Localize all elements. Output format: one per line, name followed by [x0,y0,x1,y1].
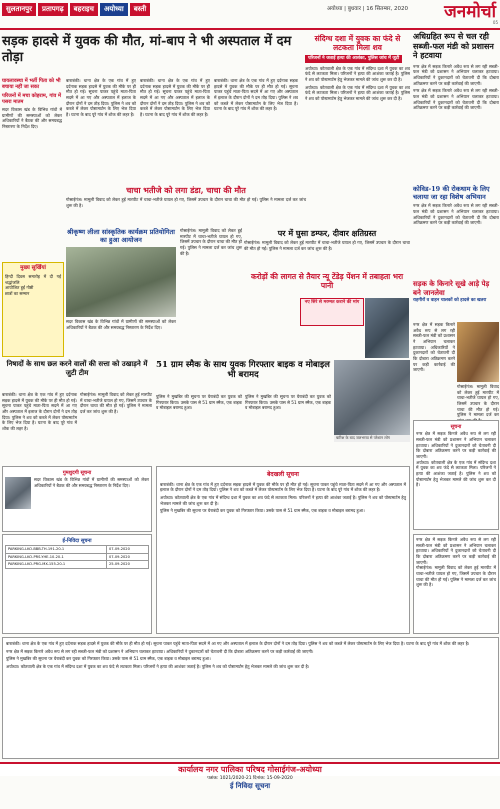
eviction-notice-title: बेदखली सूचना [267,471,299,478]
covid-body: नगर क्षेत्र में सड़क किनारे अवैध रूप से लग रही सब्जी-फल मंडी को प्रशासन ने अभियान चलाकर हटवाया। अधिकारियों ने दुकानदारों को चेतावनी दी कि दोबारा अतिक्रमण करने पर कड़ी कार्रवाई की जाएगी। [413,203,499,226]
dumper-headline: पर में घुसा डम्फर, दीवार क्षतिग्रस्त [277,228,377,238]
footer-title: कार्यालय नगर पालिका परिषद गोसाईगंज-अयोध्या [0,764,500,776]
right-notice-body: नगर क्षेत्र में सड़क किनारे अवैध रूप से लग रही सब्जी-फल मंडी को प्रशासन ने अभियान चलाकर हटवाया। अधिकारियों ने दुकानदारों को चेतावनी दी कि दोबारा अतिक्रमण करने पर कड़ी कार्रवाई की जाएगी। [416,431,496,459]
e-tender-title: ई-निविदा सूचना [62,538,92,544]
right-bottom-notice [413,534,499,634]
tab-pratapgarh[interactable]: प्रतापगढ़ [38,3,68,16]
lost-notice-body: सदर विकास खंड के विभिन्न गांवों में ग्रामीणों की समस्याओं को लेकर अधिकारियों ने बैठक की और समयबद्ध निस्तारण के निर्देश दिए। [34,477,149,488]
table-cell: 07-09-2020 [106,553,148,560]
covid-headline: कोविड-19 की रोकथाम के लिए चलाया जा रहा विशेष अभियान [413,185,490,202]
tab-bahraich[interactable]: बहराइच [70,3,98,16]
yellow-item-1: हिन्दी दिवस समारोह में दी गई श्रद्धांजलि [5,273,61,285]
table-cell: PARKING-LKO-PRG-MX-155-20-1 [6,561,107,568]
right-top-story [413,32,499,182]
chacha-headline: चाचा भतीजे को लगा डंडा, चाचा की मौत [126,185,246,195]
waterlog-caption: बारिश के बाद जलभराव से परेशान लोग [334,435,410,442]
edition-date: अयोध्या | बुधवार | 16 सितम्बर, 2020 [326,6,408,12]
right-top-body-2: नगर क्षेत्र में सड़क किनारे अवैध रूप से लग रही सब्जी-फल मंडी को प्रशासन ने अभियान चलाकर हटवाया। अधिकारियों ने दुकानदारों को चेतावनी दी कि दोबारा अतिक्रमण करने पर कड़ी कार्रवाई की जाएगी। [413,88,499,111]
lead-subheads [2,78,62,168]
road-tree-body-1: नगर क्षेत्र में सड़क किनारे अवैध रूप से लग रही सब्जी-फल मंडी को प्रशासन ने अभियान चलाकर हटवाया। अधिकारियों ने दुकानदारों को चेतावनी दी कि दोबारा अतिक्रमण करने पर कड़ी कार्रवाई की जाएगी। [413,322,455,373]
section-tabs [2,3,150,16]
cultural-photo [66,247,176,317]
lead-body-col1: बाराबंकी। थाना क्षेत्र के एक गांव में हुए दर्दनाक सड़क हादसे में युवक की मौके पर ही मौत हो गई। सूचना पाकर पहुंचे माता-पिता सदमे में आ गए और अस्पताल में इलाज के दौरान दोनों ने दम तोड़ दिया। पुलिस ने शव को कब्जे में लेकर पोस्टमार्टम के लिए भेज दिया है। घटना के बाद पूरे गांव में शोक की लहर है। [66,78,136,118]
lost-person-photo [5,477,31,509]
smack-body-1: पुलिस ने मुखबिर की सूचना पर घेराबंदी कर युवक को गिरफ्तार किया। उसके पास से 51 ग्राम स्मैक, एक बाइक व मोबाइल बरामद हुआ। [156,394,242,411]
table-cell: PARKING-LKO-BBB-TH-191-20-1 [6,546,107,553]
classified-body-1: बाराबंकी। थाना क्षेत्र के एक गांव में हुए दर्दनाक सड़क हादसे में युवक की मौके पर ही मौत हो गई। सूचना पाकर पहुंचे माता-पिता सदमे में आ गए और अस्पताल में इलाज के दौरान दोनों ने दम तोड़ दिया। पुलिस ने शव को कब्जे में लेकर पोस्टमार्टम के लिए भेज दिया है। घटना के बाद पूरे गांव में शोक की लहर है। [6,641,470,646]
classified-body-2: नगर क्षेत्र में सड़क किनारे अवैध रूप से लग रही सब्जी-फल मंडी को प्रशासन ने अभियान चलाकर हटवाया। अधिकारियों ने दुकानदारों को चेतावनी दी कि दोबारा अतिक्रमण करने पर कड़ी कार्रवाई की जाएगी। [6,648,314,654]
nishad-story [2,360,152,390]
center-top-box: परिजनों ने जताई हत्या की आशंका, पुलिस जांच में जुटी [305,55,402,63]
center-top-story [305,34,410,184]
parking-table [5,545,149,568]
lost-notice [2,466,152,532]
tab-basti[interactable]: बस्ती [130,3,151,16]
lead-body-col3: बाराबंकी। थाना क्षेत्र के एक गांव में हुए दर्दनाक सड़क हादसे में युवक की मौके पर ही मौत हो गई। सूचना पाकर पहुंचे माता-पिता सदमे में आ गए और अस्पताल में इलाज के दौरान दोनों ने दम तोड़ दिया। पुलिस ने शव को कब्जे में लेकर पोस्टमार्टम के लिए भेज दिया है। घटना के बाद पूरे गांव में शोक की लहर है। [214,78,298,112]
crore-photo [365,298,409,358]
table-row [6,553,149,560]
center-top-body: अयोध्या। कोतवाली क्षेत्र के एक गांव में संदिग्ध दशा में युवक का शव फंदे से लटकता मिला। परिजनों ने हत्या की आशंका जताई है। पुलिस ने शव को पोस्टमार्टम हेतु भेजकर मामले की जांच शुरू कर दी है। [305,65,410,82]
tab-sultanpur[interactable]: सुलतानपुर [2,3,36,16]
left-brief-body: सदर विकास खंड के विभिन्न गांवों में ग्रामीणों की समस्याओं को लेकर अधिकारियों ने बैठक की और समयबद्ध निस्तारण के निर्देश दिए। [2,107,62,130]
yellow-item-2: आयोजित हुई गोष्ठी [5,285,34,291]
eviction-notice-body: बाराबंकी। थाना क्षेत्र के एक गांव में हुए दर्दनाक सड़क हादसे में युवक की मौके पर ही मौत हो गई। सूचना पाकर पहुंचे माता-पिता सदमे में आ गए और अस्पताल में इलाज के दौरान दोनों ने दम तोड़ दिया। पुलिस ने शव को कब्जे में लेकर पोस्टमार्टम के लिए भेज दिया है। घटना के बाद पूरे गांव में शोक की लहर है। [160,481,406,493]
center-top-headline: संदिग्ध दशा में युवक का फंदे से लटकता मिला शव [314,34,401,52]
page-number: 05 [492,20,498,25]
parking-table-block [2,534,152,634]
eviction-notice-body-3: पुलिस ने मुखबिर की सूचना पर घेराबंदी कर युवक को गिरफ्तार किया। उसके पास से 51 ग्राम स्मैक, एक बाइक व मोबाइल बरामद हुआ। [160,508,365,514]
footer-etender: ई निविदा सूचना [229,781,271,790]
nishad-headline: निषादों के साथ छल करने वालों की सत्ता को उखाड़ने में जुटी टीम [6,359,148,377]
waterlog-photo-block [334,360,410,450]
smack-headline: 51 ग्राम स्मैक के साथ युवक गिरफ्तार बाइक व मोबाइल भी बरामद [156,360,330,381]
right-notice-title: सूचना [450,424,462,430]
lead-headline: सड़क हादसे में युवक की मौत, मां-बाप ने भी अस्पताल में दम तोड़ा [2,34,292,65]
newspaper-logo: जनमोर्चा [444,2,496,22]
lead-sub-1: घायलावस्था में भर्ती पिता को भी बचाया नहीं जा सका [2,78,61,91]
lead-body-col2: बाराबंकी। थाना क्षेत्र के एक गांव में हुए दर्दनाक सड़क हादसे में युवक की मौके पर ही मौत हो गई। सूचना पाकर पहुंचे माता-पिता सदमे में आ गए और अस्पताल में इलाज के दौरान दोनों ने दम तोड़ दिया। पुलिस ने शव को कब्जे में लेकर पोस्टमार्टम के लिए भेज दिया है। घटना के बाद पूरे गांव में शोक की लहर है। [140,78,210,118]
footer-ref: पत्रांक: 1021/2020-21 दिनांक: 15-09-2020 [207,776,293,781]
classified-body-3: पुलिस ने मुखबिर की सूचना पर घेराबंदी कर युवक को गिरफ्तार किया। उसके पास से 51 ग्राम स्मैक, एक बाइक व मोबाइल बरामद हुआ। [6,656,211,662]
chacha-body: गोसाईगंज। मामूली विवाद को लेकर हुई मारपीट में चाचा-भतीजे घायल हो गए, जिसमें उपचार के दौरान चाचा की मौत हो गई। पुलिस ने मामला दर्ज कर जांच शुरू की है। [66,197,306,208]
table-cell: 07-09-2020 [106,546,148,553]
eviction-notice-body-2: अयोध्या। कोतवाली क्षेत्र के एक गांव में संदिग्ध दशा में युवक का शव फंदे से लटकता मिला। परिजनों ने हत्या की आशंका जताई है। पुलिस ने शव को पोस्टमार्टम हेतु भेजकर मामले की जांच शुरू कर दी है। [160,494,406,506]
road-tree-body-2: गोसाईगंज। मामूली विवाद को लेकर हुई मारपीट में चाचा-भतीजे घायल हो गए, जिसमें उपचार के दौरान चाचा की मौत हो गई। पुलिस ने मामला दर्ज कर [457,384,499,418]
chacha-story [66,185,306,225]
footer-tender [0,762,500,809]
covid-story [413,185,499,275]
center-bottom-notice [156,466,410,634]
nishad-body-2: गोसाईगंज। मामूली विवाद को लेकर हुई मारपीट में चाचा-भतीजे घायल हो गए, जिसमें उपचार के दौरान चाचा की मौत हो गई। पुलिस ने मामला दर्ज कर जांच शुरू की है। [80,392,152,415]
waterlog-photo [334,360,410,435]
table-row [6,546,149,553]
table-row [6,561,149,568]
classified-strip [2,637,499,759]
road-tree-photo [457,322,499,382]
lost-notice-title: गुमशुदगी सूचना [62,470,92,476]
nishad-body-1: बाराबंकी। थाना क्षेत्र के एक गांव में हुए दर्दनाक सड़क हादसे में युवक की मौके पर ही मौत हो गई। सूचना पाकर पहुंचे माता-पिता सदमे में आ गए और अस्पताल में इलाज के दौरान दोनों ने दम तोड़ दिया। पुलिस ने शव को कब्जे में लेकर पोस्टमार्टम के लिए भेज दिया है। घटना के बाद पूरे गांव में शोक की लहर है। [2,392,77,432]
masthead [0,0,500,30]
right-bottom-notice-body-2: गोसाईगंज। मामूली विवाद को लेकर हुई मारपीट में चाचा-भतीजे घायल हो गए, जिसमें उपचार के दौरान चाचा की मौत हो गई। पुलिस ने मामला दर्ज कर जांच शुरू की है। [416,565,496,588]
table-cell: PARKING-LKO-PRS-YHE-10-20-1 [6,553,107,560]
smack-story [156,360,330,392]
right-notice [413,420,499,530]
crore-story [244,272,410,296]
crore-box-title: नए सिरे से मरम्मत कराने की मांग [304,300,360,305]
right-bottom-notice-body: नगर क्षेत्र में सड़क किनारे अवैध रूप से लग रही सब्जी-फल मंडी को प्रशासन ने अभियान चलाकर हटवाया। अधिकारियों ने दुकानदारों को चेतावनी दी कि दोबारा अतिक्रमण करने पर कड़ी कार्रवाई की जाएगी। [416,537,496,565]
cultural-headline: श्रीकृष्ण लीला सांस्कृतिक कार्यक्रम प्रतियोगिता का हुआ आयोजन [67,228,175,245]
road-tree-story [413,280,499,320]
dumper-body: गोसाईगंज। मामूली विवाद को लेकर हुई मारपीट में चाचा-भतीजे घायल हो गए, जिसमें उपचार के दौरान चाचा की मौत हो गई। पुलिस ने मामला दर्ज कर जांच शुरू की है। [244,240,410,251]
cultural-body: सदर विकास खंड के विभिन्न गांवों में ग्रामीणों की समस्याओं को लेकर अधिकारियों ने बैठक की और समयबद्ध निस्तारण के निर्देश दिए। [66,319,176,330]
crore-headline: करोड़ों की लागत से तैयार न्यू टेंडेड़ पेंशन में तबाहता भरा पानी [250,272,404,291]
right-top-headline: अधिग्रहित रूप से चल रही सब्जी-फल मंडी को प्रशासन ने हटवाया [413,31,494,61]
lead-story [2,34,302,76]
right-top-body: नगर क्षेत्र में सड़क किनारे अवैध रूप से लग रही सब्जी-फल मंडी को प्रशासन ने अभियान चलाकर हटवाया। अधिकारियों ने दुकानदारों को चेतावनी दी कि दोबारा अतिक्रमण करने पर कड़ी कार्रवाई की जाएगी। [413,63,499,86]
left-yellow-box [2,262,64,357]
yellow-box-title: मुख्य सुर्खियां [20,265,46,271]
smack-body-2: पुलिस ने मुखबिर की सूचना पर घेराबंदी कर युवक को गिरफ्तार किया। उसके पास से 51 ग्राम स्मैक, एक बाइक व मोबाइल बरामद हुआ। [245,394,331,411]
road-tree-headline: सड़क के किनारे सूखे आड़े पेड़ बने जानलेवा [413,279,490,297]
yellow-item-3: छात्रों का सम्मान [5,290,30,296]
center-top-body-2: अयोध्या। कोतवाली क्षेत्र के एक गांव में संदिग्ध दशा में युवक का शव फंदे से लटकता मिला। परिजनों ने हत्या की आशंका जताई है। पुलिस ने शव को पोस्टमार्टम हेतु भेजकर मामले की जांच शुरू कर दी है। [305,84,410,101]
right-notice-body-2: अयोध्या। कोतवाली क्षेत्र के एक गांव में संदिग्ध दशा में युवक का शव फंदे से लटकता मिला। परिजनों ने हत्या की आशंका जताई है। पुलिस ने शव को पोस्टमार्टम हेतु भेजकर मामले की जांच शुरू कर दी है। [416,459,496,488]
table-cell: 25-09-2020 [106,561,148,568]
cultural-story [66,228,176,358]
road-tree-sub: राहगीरों व वाहन चालकों को हादसे का खतरा [413,297,487,303]
crore-box [300,298,364,326]
tab-ayodhya[interactable]: अयोध्या [100,3,128,16]
classified-body-4: अयोध्या। कोतवाली क्षेत्र के एक गांव में संदिग्ध दशा में युवक का शव फंदे से लटकता मिला। परिजनों ने हत्या की आशंका जताई है। पुलिस ने शव को पोस्टमार्टम हेतु भेजकर मामले की जांच शुरू कर दी है। [6,664,310,670]
lead-sub-2: परिजनों में मचा कोहराम, गांव में पसरा मातम [2,92,62,105]
dumper-story [244,228,410,268]
cultural-body-col2: गोसाईगंज। मामूली विवाद को लेकर हुई मारपीट में चाचा-भतीजे घायल हो गए, जिसमें उपचार के दौरान चाचा की मौत हो गई। पुलिस ने मामला दर्ज कर जांच शुरू की है। [180,228,242,256]
